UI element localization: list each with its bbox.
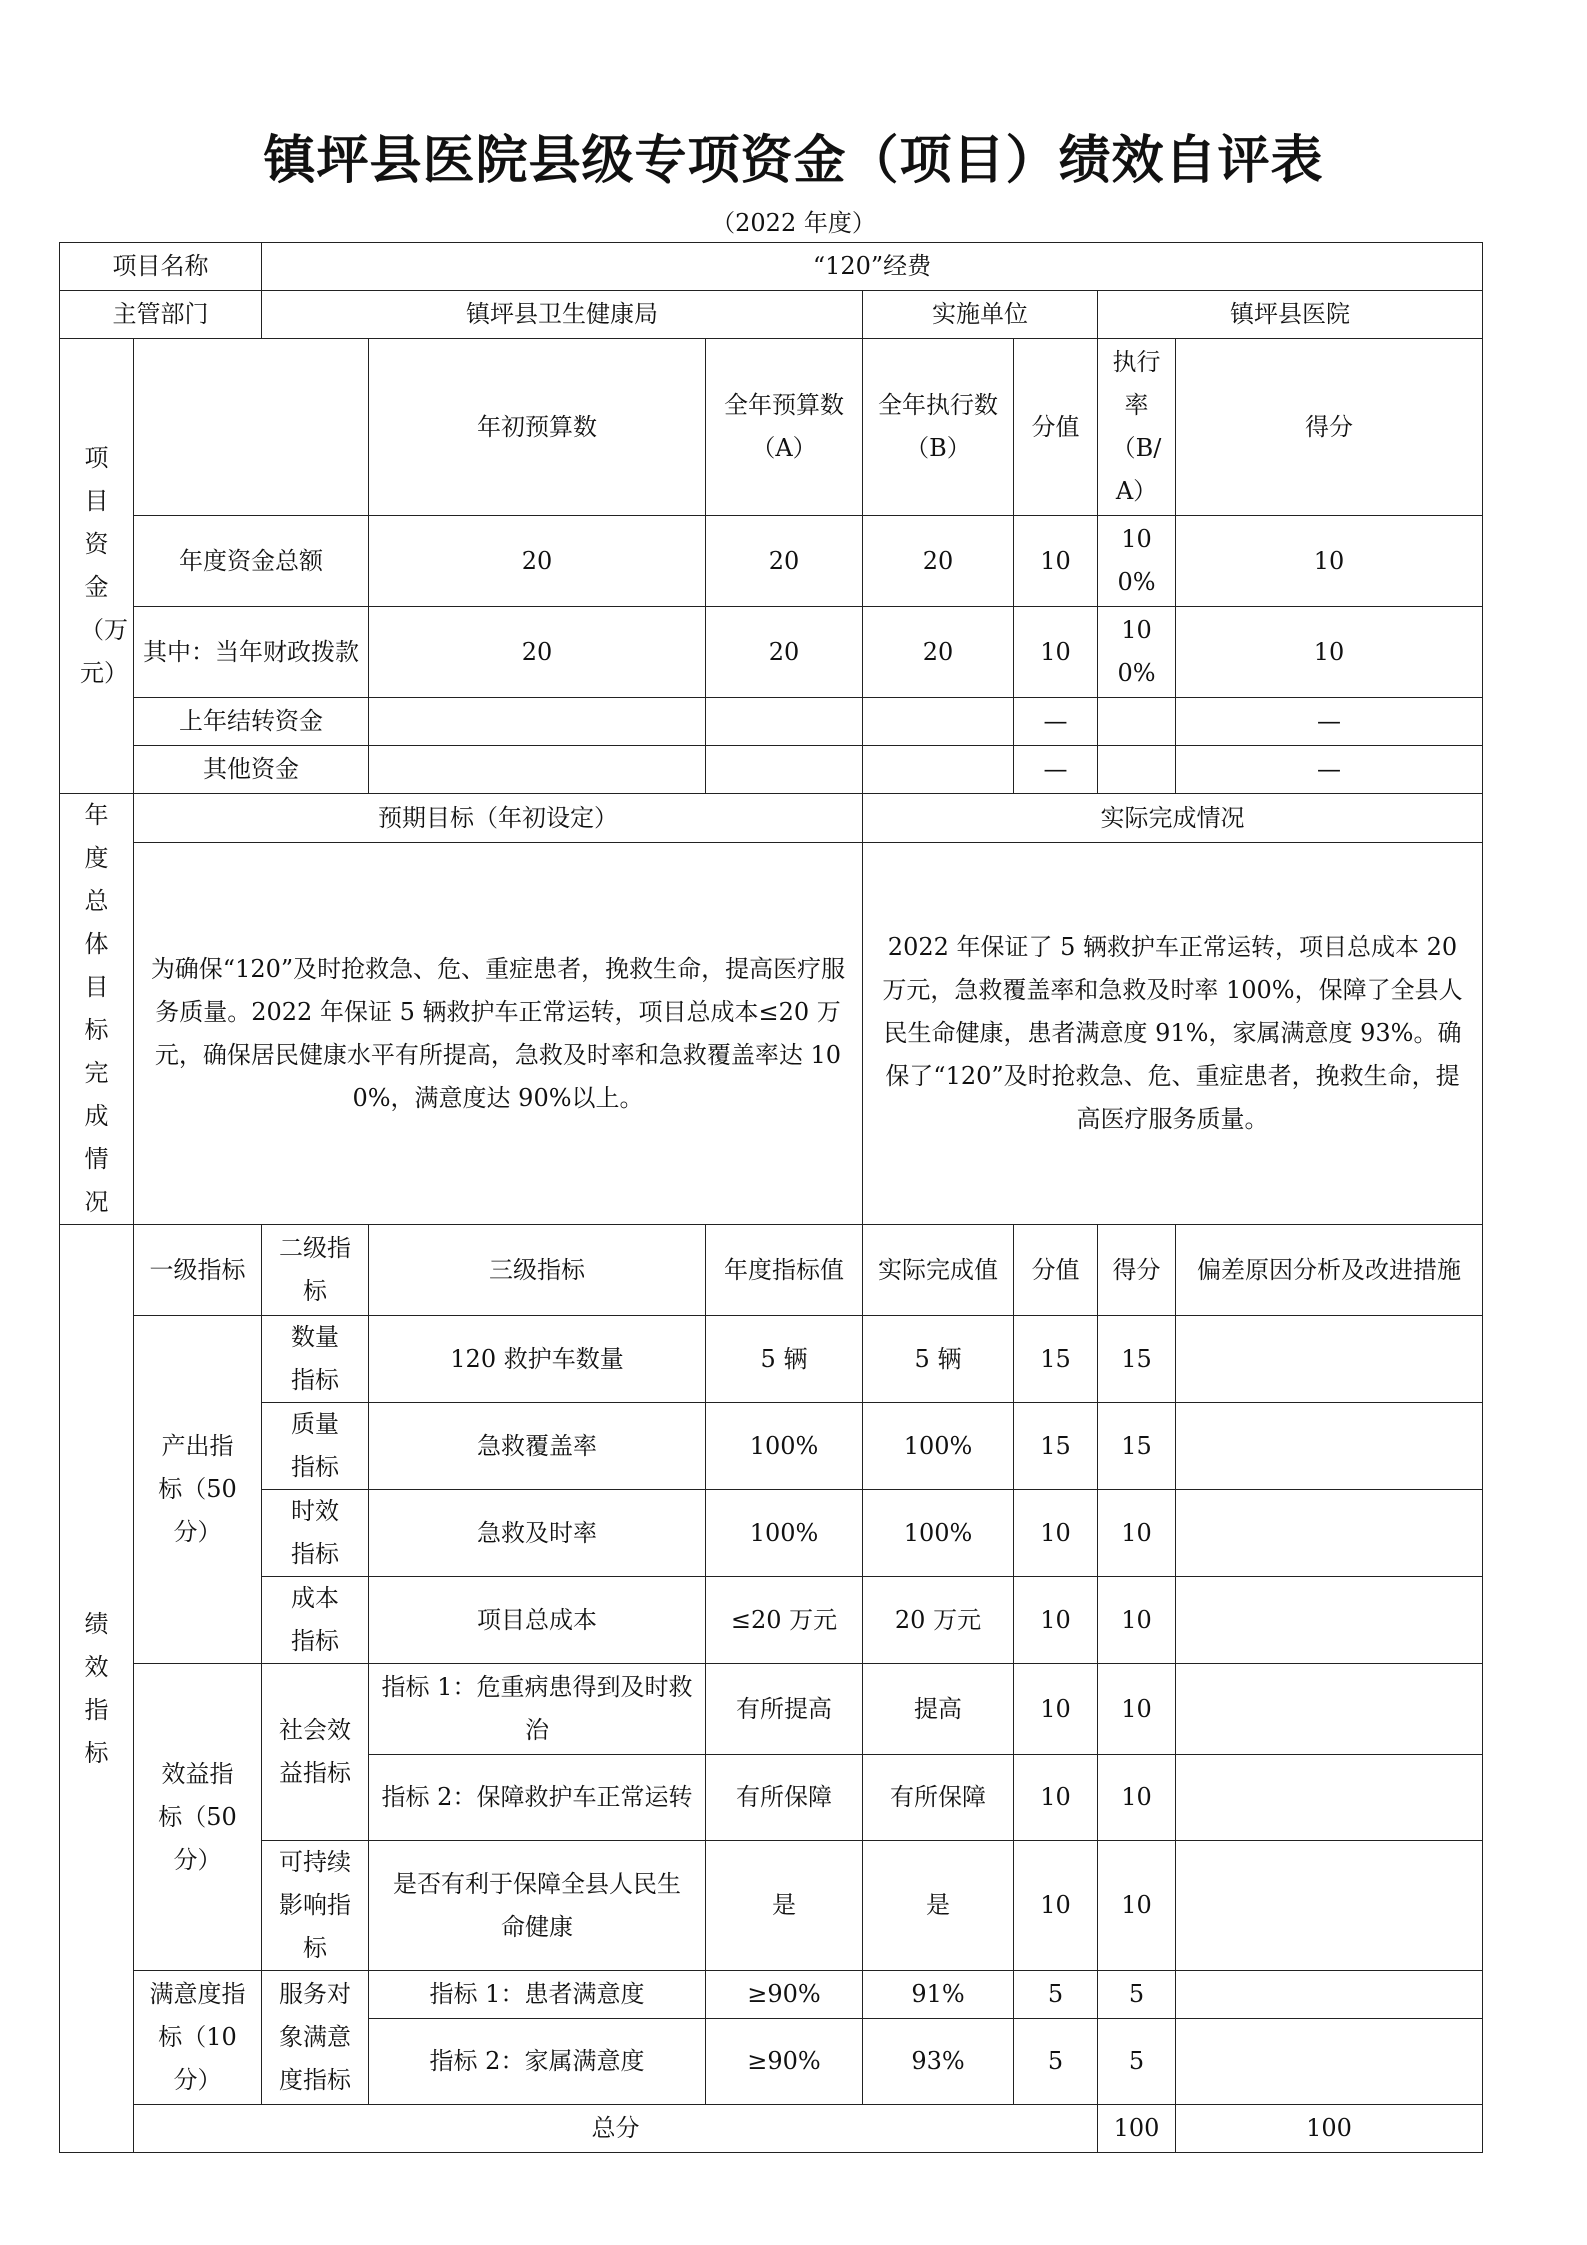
indicator-actual: 20 万元 — [863, 1577, 1014, 1664]
total-score: 100 — [1176, 2105, 1483, 2153]
indicator-level3: 是否有利于保障全县人民生命健康 — [369, 1841, 706, 1971]
funds-row-points: — — [1014, 746, 1098, 794]
funds-row-label: 年度资金总额 — [134, 516, 369, 607]
funds-row-score: — — [1176, 746, 1483, 794]
indicator-level3: 急救及时率 — [369, 1490, 706, 1577]
expected-goal-text: 为确保“120”及时抢救急、危、重症患者，挽救生命，提高医疗服务质量。2022 年保证 5 辆救护车正常运转，项目总成本≤20 万元，确保居民健康水平有所提高，急救及时率和急救覆盖率达 100%，满意度达 90%以上。 — [134, 843, 863, 1225]
indicator-actual: 提高 — [863, 1664, 1014, 1755]
funds-row-initial — [369, 698, 706, 746]
indicator-score: 10 — [1098, 1664, 1176, 1755]
indicator-analysis — [1176, 1490, 1483, 1577]
indicators-side-label: 绩效指标 — [60, 1225, 134, 2153]
indicator-analysis — [1176, 1841, 1483, 1971]
indicator-level2: 可持续影响指标 — [262, 1841, 369, 1971]
funds-row-initial: 20 — [369, 516, 706, 607]
indicator-level2: 时效指标 — [262, 1490, 369, 1577]
goals-side-label: 年度总体目标完成情况 — [60, 794, 134, 1225]
project-name-label: 项目名称 — [60, 243, 262, 291]
funds-row-score: 10 — [1176, 516, 1483, 607]
indicator-actual: 100% — [863, 1403, 1014, 1490]
funds-row-executed: 20 — [863, 516, 1014, 607]
document-title: 镇坪县医院县级专项资金（项目）绩效自评表 — [263, 131, 1324, 191]
indicator-target: 是 — [706, 1841, 863, 1971]
indicator-target: ≥90% — [706, 1971, 863, 2019]
indicator-level2: 数量指标 — [262, 1316, 369, 1403]
indicator-actual: 93% — [863, 2019, 1014, 2105]
funds-row-executed — [863, 746, 1014, 794]
document-year: （2022 年度） — [711, 209, 876, 237]
indicator-target: 有所提高 — [706, 1664, 863, 1755]
funds-row-annual: 20 — [706, 607, 863, 698]
indicator-level2: 成本指标 — [262, 1577, 369, 1664]
funds-row-score: 10 — [1176, 607, 1483, 698]
indicator-analysis — [1176, 1403, 1483, 1490]
indicator-score: 10 — [1098, 1490, 1176, 1577]
implementing-unit-value: 镇坪县医院 — [1098, 291, 1483, 339]
funds-row-points: 10 — [1014, 607, 1098, 698]
indicator-score: 15 — [1098, 1403, 1176, 1490]
funds-row-annual — [706, 746, 863, 794]
indicator-points: 10 — [1014, 1664, 1098, 1755]
indicator-points: 5 — [1014, 2019, 1098, 2105]
indicator-target: 100% — [706, 1490, 863, 1577]
funds-header-executed: 全年执行数（B） — [863, 339, 1014, 516]
indicator-actual: 5 辆 — [863, 1316, 1014, 1403]
funds-row-initial: 20 — [369, 607, 706, 698]
indicator-score: 5 — [1098, 1971, 1176, 2019]
funds-row-annual — [706, 698, 863, 746]
funds-row-executed: 20 — [863, 607, 1014, 698]
funds-header-points: 分值 — [1014, 339, 1098, 516]
funds-row-rate — [1098, 746, 1176, 794]
indicator-target: 100% — [706, 1403, 863, 1490]
indicator-level3: 指标 1：危重病患得到及时救治 — [369, 1664, 706, 1755]
indicator-level3: 120 救护车数量 — [369, 1316, 706, 1403]
funds-row-points: — — [1014, 698, 1098, 746]
total-label: 总分 — [134, 2105, 1098, 2153]
department-label: 主管部门 — [60, 291, 262, 339]
indicator-target: 有所保障 — [706, 1755, 863, 1841]
indicator-level3: 急救覆盖率 — [369, 1403, 706, 1490]
header-level2: 二级指标 — [262, 1225, 369, 1316]
indicator-level2: 社会效益指标 — [262, 1664, 369, 1841]
funds-header-annual: 全年预算数（A） — [706, 339, 863, 516]
indicator-target: ≤20 万元 — [706, 1577, 863, 1664]
funds-row-rate — [1098, 698, 1176, 746]
total-points: 100 — [1098, 2105, 1176, 2153]
funds-row-label: 上年结转资金 — [134, 698, 369, 746]
self-evaluation-table — [59, 242, 1483, 2153]
indicator-points: 10 — [1014, 1755, 1098, 1841]
header-level1: 一级指标 — [134, 1225, 262, 1316]
benefit-indicators-label: 效益指标（50分） — [134, 1664, 262, 1971]
indicator-actual: 91% — [863, 1971, 1014, 2019]
header-score: 得分 — [1098, 1225, 1176, 1316]
header-level3: 三级指标 — [369, 1225, 706, 1316]
indicator-level2: 质量指标 — [262, 1403, 369, 1490]
indicator-level3: 指标 1：患者满意度 — [369, 1971, 706, 2019]
indicator-points: 10 — [1014, 1841, 1098, 1971]
indicator-target: 5 辆 — [706, 1316, 863, 1403]
indicator-points: 10 — [1014, 1490, 1098, 1577]
funds-row-rate: 100% — [1098, 607, 1176, 698]
funds-row-rate: 100% — [1098, 516, 1176, 607]
header-actual: 实际完成值 — [863, 1225, 1014, 1316]
funds-row-initial — [369, 746, 706, 794]
funds-row-label: 其中：当年财政拨款 — [134, 607, 369, 698]
funds-row-executed — [863, 698, 1014, 746]
indicator-analysis — [1176, 2019, 1483, 2105]
output-indicators-label: 产出指标（50分） — [134, 1316, 262, 1664]
indicator-points: 15 — [1014, 1403, 1098, 1490]
actual-completion-text: 2022 年保证了 5 辆救护车正常运转，项目总成本 20 万元，急救覆盖率和急救及时率 100%，保障了全县人民生命健康，患者满意度 91%，家属满意度 93%。确保了“120”及时抢救急、危、重症患者，挽救生命，提高医疗服务质量。 — [863, 843, 1483, 1225]
funds-row-score: — — [1176, 698, 1483, 746]
indicator-actual: 有所保障 — [863, 1755, 1014, 1841]
indicator-analysis — [1176, 1971, 1483, 2019]
indicator-points: 10 — [1014, 1577, 1098, 1664]
header-analysis: 偏差原因分析及改进措施 — [1176, 1225, 1483, 1316]
header-target: 年度指标值 — [706, 1225, 863, 1316]
indicator-target: ≥90% — [706, 2019, 863, 2105]
implementing-unit-label: 实施单位 — [863, 291, 1098, 339]
funds-header-blank — [134, 339, 369, 516]
funds-header-initial: 年初预算数 — [369, 339, 706, 516]
indicator-actual: 是 — [863, 1841, 1014, 1971]
funds-row-points: 10 — [1014, 516, 1098, 607]
funds-header-score: 得分 — [1176, 339, 1483, 516]
funds-label: 项目资金（万元） — [60, 339, 134, 794]
indicator-analysis — [1176, 1755, 1483, 1841]
indicator-analysis — [1176, 1316, 1483, 1403]
indicator-score: 10 — [1098, 1577, 1176, 1664]
indicator-level3: 指标 2：家属满意度 — [369, 2019, 706, 2105]
indicator-analysis — [1176, 1664, 1483, 1755]
header-points: 分值 — [1014, 1225, 1098, 1316]
indicator-points: 15 — [1014, 1316, 1098, 1403]
indicator-score: 5 — [1098, 2019, 1176, 2105]
actual-completion-header: 实际完成情况 — [863, 794, 1483, 843]
indicator-score: 10 — [1098, 1841, 1176, 1971]
indicator-score: 10 — [1098, 1755, 1176, 1841]
funds-row-annual: 20 — [706, 516, 863, 607]
funds-header-rate: 执行率（B/A） — [1098, 339, 1176, 516]
indicator-level3: 项目总成本 — [369, 1577, 706, 1664]
funds-row-label: 其他资金 — [134, 746, 369, 794]
project-name-value: “120”经费 — [262, 243, 1483, 291]
indicator-level2: 服务对象满意度指标 — [262, 1971, 369, 2105]
indicator-analysis — [1176, 1577, 1483, 1664]
satisfaction-indicators-label: 满意度指标（10分） — [134, 1971, 262, 2105]
expected-goal-header: 预期目标（年初设定） — [134, 794, 863, 843]
indicator-score: 15 — [1098, 1316, 1176, 1403]
indicator-level3: 指标 2：保障救护车正常运转 — [369, 1755, 706, 1841]
indicator-points: 5 — [1014, 1971, 1098, 2019]
department-value: 镇坪县卫生健康局 — [262, 291, 863, 339]
indicator-actual: 100% — [863, 1490, 1014, 1577]
